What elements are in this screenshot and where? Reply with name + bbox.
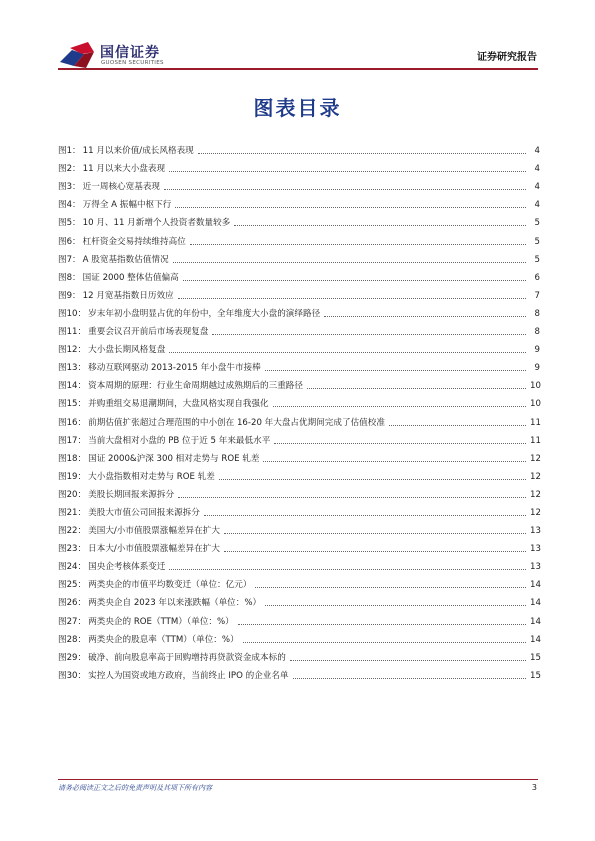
toc-entry[interactable] — [58, 301, 540, 319]
toc-dot-leader — [307, 388, 526, 389]
toc-entry[interactable] — [58, 156, 540, 174]
toc-entry-number: 图19： — [58, 471, 87, 482]
toc-entry-title: 11 月以来大小盘表现 — [82, 164, 166, 175]
toc-dot-leader — [224, 533, 526, 534]
toc-entry[interactable] — [58, 373, 540, 391]
toc-entry-number: 图12： — [58, 345, 87, 356]
toc-entry-title: 移动互联网驱动 2013-2015 年小盘牛市接棒 — [88, 363, 261, 374]
toc-entry-title: 国央企考核体系变迁 — [88, 562, 166, 573]
toc-entry-title: 两类央企的股息率（TTM）（单位：%） — [88, 634, 239, 645]
toc-entry-title: 国证 2000 整体估值偏高 — [82, 272, 179, 283]
toc-dot-leader — [169, 171, 526, 172]
toc-dot-leader — [263, 461, 526, 462]
toc-entry-page: 14 — [530, 616, 541, 627]
page-header — [0, 0, 595, 76]
toc-entry[interactable] — [58, 428, 540, 446]
toc-entry[interactable] — [58, 500, 540, 518]
toc-dot-leader — [238, 624, 526, 625]
page-title: 图表目录 — [253, 96, 342, 120]
toc-entry-number: 图29： — [58, 652, 87, 663]
toc-entry-page: 13 — [530, 526, 541, 537]
toc-entry-page: 11 — [530, 417, 541, 428]
toc-entry-number: 图25： — [58, 580, 87, 591]
toc-entry-page: 10 — [530, 399, 541, 410]
toc-dot-leader — [190, 244, 526, 245]
toc-entry-title: 并购重组交易退潮期间，大盘风格实现自我强化 — [88, 399, 269, 410]
toc-entry-page: 4 — [534, 200, 540, 211]
toc-dot-leader — [175, 207, 526, 208]
toc-entry-number: 图20： — [58, 489, 87, 500]
toc-dot-leader — [290, 660, 526, 661]
toc-entry-page: 12 — [530, 471, 541, 482]
toc-entry-number: 图4： — [58, 200, 81, 211]
toc-dot-leader — [204, 515, 526, 516]
toc-entry-title: 近一周核心宽基表现 — [82, 182, 161, 193]
toc-entry-title: 资本周期的原理：行业生命周期越过成熟期后的三重路径 — [88, 381, 303, 392]
toc-dot-leader — [183, 280, 526, 281]
toc-entry-page: 15 — [530, 670, 541, 681]
toc-entry-page: 8 — [534, 327, 540, 338]
toc-entry-page: 4 — [534, 182, 540, 193]
logo-english-name: GUOSEN SECURITIES — [101, 60, 164, 66]
toc-entry[interactable] — [58, 645, 540, 663]
toc-entry-number: 图28： — [58, 634, 87, 645]
toc-entry-page: 6 — [534, 272, 540, 283]
page-number: 3 — [531, 783, 537, 792]
toc-entry-number: 图18： — [58, 453, 87, 464]
toc-entry-page: 11 — [530, 435, 541, 446]
toc-entry-title: 国证 2000&沪深 300 相对走势与 ROE 轧差 — [88, 453, 260, 464]
toc-dot-leader — [243, 642, 526, 643]
toc-entry-number: 图7： — [58, 254, 81, 265]
toc-entry-number: 图22： — [58, 526, 87, 537]
toc-dot-leader — [293, 678, 526, 679]
toc-dot-leader — [255, 587, 526, 588]
toc-entry[interactable] — [58, 337, 540, 355]
toc-entry-page: 9 — [534, 345, 540, 356]
toc-entry[interactable] — [58, 536, 540, 554]
toc-entry[interactable] — [58, 192, 540, 210]
toc-entry-number: 图10： — [58, 308, 87, 319]
report-type-label: 证券研究报告 — [477, 52, 537, 63]
toc-entry-page: 7 — [534, 290, 540, 301]
footer-divider — [58, 779, 538, 780]
toc-dot-leader — [274, 443, 526, 444]
toc-entry[interactable] — [58, 482, 540, 500]
toc-entry-title: 美股大市值公司回报来源拆分 — [88, 507, 200, 518]
toc-dot-leader — [178, 497, 526, 498]
toc-entry-title: 两类央企的 ROE（TTM）（单位：%） — [88, 616, 234, 627]
toc-entry-page: 5 — [534, 254, 540, 265]
toc-entry-page: 5 — [534, 218, 540, 229]
toc-dot-leader — [389, 425, 526, 426]
toc-entry-page: 14 — [530, 580, 541, 591]
toc-entry-number: 图16： — [58, 417, 87, 428]
toc-dot-leader — [265, 370, 526, 371]
toc-entry-title: 杠杆资金交易持续维持高位 — [82, 236, 186, 247]
footer-disclaimer: 请务必阅读正文之后的免责声明及其项下所有内容 — [58, 784, 212, 792]
toc-entry-page: 12 — [530, 453, 541, 464]
toc-entry-page: 4 — [534, 146, 540, 157]
toc-entry-page: 10 — [530, 381, 541, 392]
toc-dot-leader — [169, 352, 526, 353]
toc-dot-leader — [212, 334, 526, 335]
toc-entry-page: 14 — [530, 634, 541, 645]
toc-entry-title: 10 月、11 月新增个人投资者数量较多 — [82, 218, 231, 229]
toc-entry[interactable] — [58, 138, 540, 156]
toc-entry-page: 5 — [534, 236, 540, 247]
toc-entry-number: 图5： — [58, 218, 81, 229]
toc-entry[interactable] — [58, 409, 540, 427]
toc-entry-title: 当前大盘相对小盘的 PB 位于近 5 年来最低水平 — [88, 435, 271, 446]
toc-entry[interactable] — [58, 627, 540, 645]
toc-dot-leader — [198, 153, 526, 154]
toc-dot-leader — [265, 605, 526, 606]
toc-dot-leader — [224, 551, 526, 552]
toc-entry-number: 图23： — [58, 544, 87, 555]
toc-entry-page: 13 — [530, 562, 541, 573]
toc-entry[interactable] — [58, 572, 540, 590]
toc-entry[interactable] — [58, 663, 540, 681]
toc-entry[interactable] — [58, 265, 540, 283]
toc-entry[interactable] — [58, 446, 540, 464]
toc-entry-title: 11 月以来价值/成长风格表现 — [82, 146, 194, 157]
toc-entry[interactable] — [58, 283, 540, 301]
toc-entry-number: 图26： — [58, 598, 87, 609]
company-logo — [58, 40, 198, 70]
toc-entry-title: 12 月宽基指数日历效应 — [82, 290, 174, 301]
toc-dot-leader — [164, 189, 526, 190]
toc-entry-title: A 股宽基指数估值情况 — [82, 254, 169, 265]
toc-entry-title: 美国大/小市值股票涨幅差异在扩大 — [88, 526, 220, 537]
toc-entry[interactable] — [58, 319, 540, 337]
toc-entry-number: 图1： — [58, 146, 81, 157]
toc-entry[interactable] — [58, 608, 540, 626]
header-divider — [58, 68, 538, 70]
toc-entry-title: 前期估值扩张超过合理范围的中小创在 16-20 年大盘占优期间完成了估值校准 — [88, 417, 385, 428]
toc-entry-number: 图24： — [58, 562, 87, 573]
toc-entry-title: 美股长期回报来源拆分 — [88, 489, 175, 500]
toc-entry-title: 破净、前向股息率高于回购增持再贷款资金成本标的 — [88, 652, 286, 663]
toc-entry-page: 15 — [530, 652, 541, 663]
toc-entry-page: 4 — [534, 164, 540, 175]
toc-entry-title: 岁末年初小盘明显占优的年份中，全年维度大小盘的演绎路径 — [88, 308, 321, 319]
toc-dot-leader — [169, 569, 526, 570]
toc-entry[interactable] — [58, 391, 540, 409]
toc-entry-title: 两类央企的市值平均数变迁（单位：亿元） — [88, 580, 252, 591]
toc-entry-title: 两类央企自 2023 年以来涨跌幅（单位：%） — [88, 598, 262, 609]
toc-entry-number: 图17： — [58, 435, 87, 446]
guosen-logo-icon — [58, 40, 96, 70]
toc-entry[interactable] — [58, 247, 540, 265]
toc-entry-number: 图11： — [58, 327, 87, 338]
toc-dot-leader — [219, 479, 526, 480]
toc-entry-number: 图9： — [58, 290, 81, 301]
toc-dot-leader — [178, 298, 526, 299]
toc-entry-page: 8 — [534, 308, 540, 319]
toc-entry[interactable] — [58, 464, 540, 482]
toc-entry-number: 图15： — [58, 399, 87, 410]
toc-dot-leader — [324, 316, 526, 317]
toc-entry-number: 图6： — [58, 236, 81, 247]
toc-entry[interactable] — [58, 590, 540, 608]
toc-entry-number: 图30： — [58, 670, 87, 681]
toc-entry-number: 图13： — [58, 363, 87, 374]
toc-entry-title: 万得全 A 振幅中枢下行 — [82, 200, 172, 211]
toc-entry[interactable] — [58, 210, 540, 228]
toc-entry-title: 大小盘长期风格复盘 — [88, 345, 166, 356]
toc-entry[interactable] — [58, 174, 540, 192]
toc-entry-title: 重要会议召开前后市场表现复盘 — [88, 327, 209, 338]
toc-entry-number: 图3： — [58, 182, 81, 193]
toc-entry-title: 大小盘指数相对走势与 ROE 轧差 — [88, 471, 215, 482]
toc-dot-leader — [273, 406, 526, 407]
table-of-figures — [58, 138, 540, 681]
toc-entry-page: 12 — [530, 507, 541, 518]
toc-entry[interactable] — [58, 554, 540, 572]
toc-entry-title: 实控人为国资或地方政府，当前终止 IPO 的企业名单 — [88, 670, 289, 681]
toc-entry-page: 12 — [530, 489, 541, 500]
toc-entry-number: 图27： — [58, 616, 87, 627]
toc-entry-number: 图21： — [58, 507, 87, 518]
toc-entry[interactable] — [58, 228, 540, 246]
toc-entry[interactable] — [58, 355, 540, 373]
toc-entry[interactable] — [58, 518, 540, 536]
toc-dot-leader — [173, 262, 526, 263]
toc-dot-leader — [234, 225, 526, 226]
toc-entry-page: 13 — [530, 544, 541, 555]
toc-entry-page: 9 — [534, 363, 540, 374]
logo-chinese-name: 国信证券 — [100, 45, 160, 61]
toc-entry-title: 日本大/小市值股票涨幅差异在扩大 — [88, 544, 220, 555]
toc-entry-number: 图2： — [58, 164, 81, 175]
toc-entry-number: 图8： — [58, 272, 81, 283]
toc-entry-page: 14 — [530, 598, 541, 609]
toc-entry-number: 图14： — [58, 381, 87, 392]
